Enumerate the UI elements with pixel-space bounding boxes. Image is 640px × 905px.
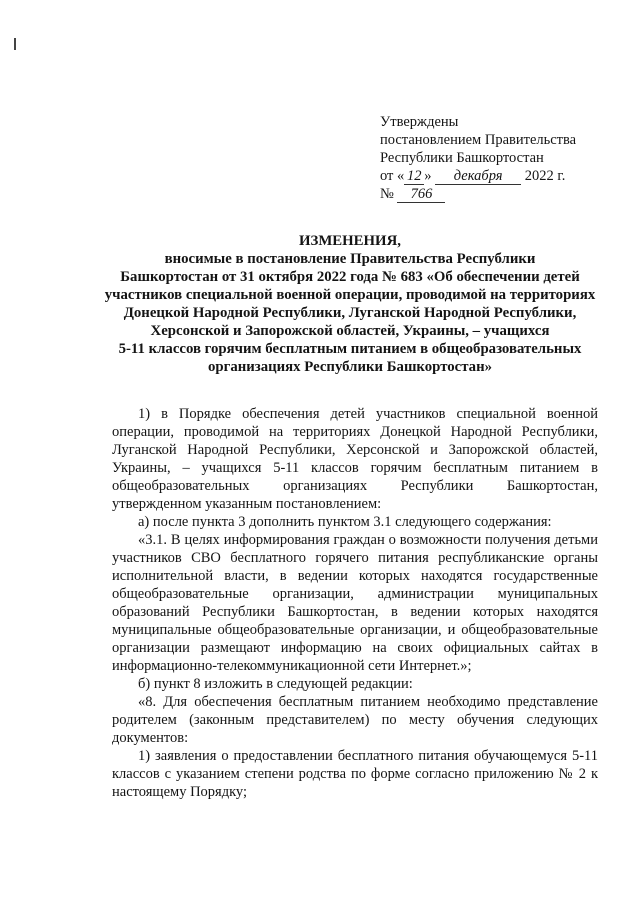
paragraph-4: б) пункт 8 изложить в следующей редакции:: [138, 676, 413, 692]
title-heading: ИЗМЕНЕНИЯ,: [299, 233, 401, 249]
document-body: [112, 405, 598, 801]
title-line-3: участников специальной военной операции, проводимой на территориях: [104, 287, 596, 303]
approval-date: [380, 167, 576, 185]
title-line-4: Донецкой Народной Республики, Луганской Народной Республики,: [123, 305, 577, 321]
approval-number: [380, 185, 576, 203]
approval-line-2: постановлением Правительства: [380, 132, 577, 148]
number-prefix: №: [380, 186, 394, 202]
approval-line-3: Республики Башкортостан: [380, 150, 544, 166]
number-value: 766: [397, 187, 445, 203]
paragraph-3: «3.1. В целях информирования граждан о возможности получения детьми участников СВО бесплатного горячего питания республиканские органы исполнительной власти, в ведении которых находятся государственные общеобразовательные организации, администрации муниципальных образований Республики Башкортостан, в ведении которых находятся муниципальные общеобразовательные организации, и общеобразовательные организации размещают информацию на своих официальных сайтах в информационно-телекоммуникационной сети Интернет.»;: [112, 532, 598, 674]
title-line-1: вносимые в постановление Правительства Республики: [164, 251, 536, 267]
date-month: декабря: [435, 169, 521, 185]
document-title: [100, 232, 600, 376]
title-line-6: 5-11 классов горячим бесплатным питанием в общеобразовательных: [118, 341, 582, 357]
paragraph-2: а) после пункта 3 дополнить пунктом 3.1 следующего содержания:: [138, 514, 552, 530]
paragraph-1: 1) в Порядке обеспечения детей участников специальной военной операции, проводимой на территориях Донецкой Народной Республики, Луганской Народной Республики, Херсонской и Запорожской областей, Украины, – учащихся 5-11 классов горячим бесплатным питанием в общеобразовательных организациях Республики Башкортостан, утвержденном указанным постановлением:: [112, 406, 598, 512]
page-margin-mark: [14, 38, 16, 50]
title-line-7: организациях Республики Башкортостан»: [207, 359, 493, 375]
approval-line-1: Утверждены: [380, 114, 459, 130]
approval-stamp: [380, 113, 576, 203]
date-day: 12: [404, 169, 424, 185]
paragraph-5: «8. Для обеспечения бесплатным питанием необходимо представление родителем (законным представителем) по месту обучения следующих документов:: [112, 694, 598, 746]
date-prefix: от «: [380, 168, 405, 184]
date-mid: »: [424, 168, 432, 184]
title-line-2: Башкортостан от 31 октября 2022 года № 683 «Об обеспечении детей: [120, 269, 580, 285]
paragraph-6: 1) заявления о предоставлении бесплатного питания обучающемуся 5-11 классов с указанием степени родства по форме согласно приложению № 2 к настоящему Порядку;: [112, 748, 598, 800]
title-line-5: Херсонской и Запорожской областей, Украины, – учащихся: [150, 323, 550, 339]
date-year: 2022 г.: [524, 168, 566, 184]
